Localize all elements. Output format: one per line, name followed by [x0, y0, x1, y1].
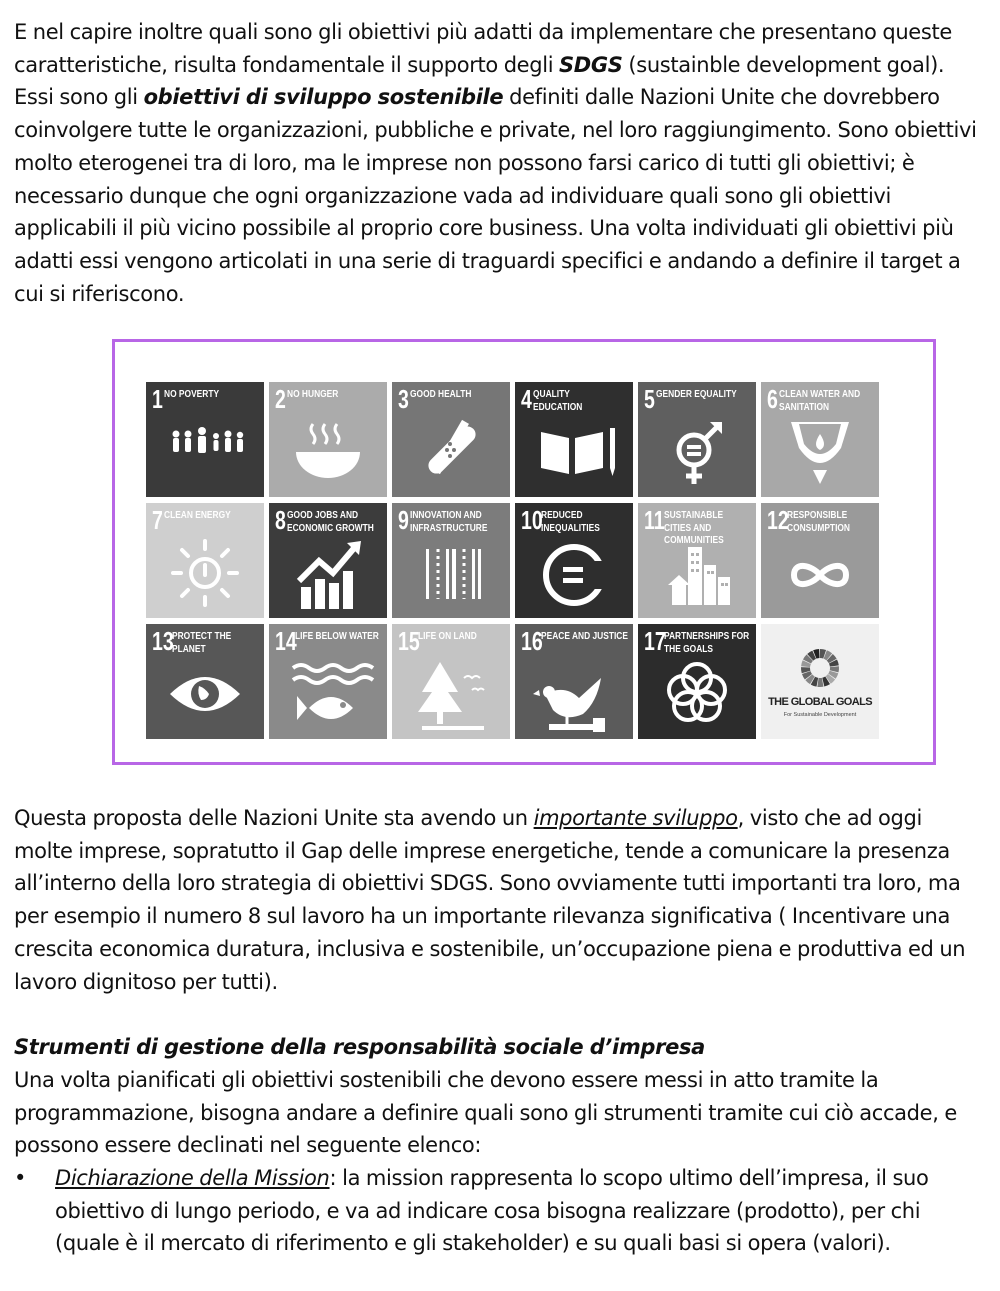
- sdg-label: PROTECT THE PLANET: [172, 630, 232, 655]
- underlined-phrase: importante sviluppo: [533, 806, 738, 830]
- text-run: definiti dalle Nazioni Unite che dovrebbero coinvolgere tutte le organizzazioni, pubbliche e private, nel loro raggiungimento. Sono obiettivi molto eterogenei tra di loro, ma le imprese non possono farsi carico di tutti gli obiettivi; è necessario dunque che ogni organizzazione vada ad individuare quali sono gli obiettivi applicabili il più vicino possibile al proprio core business. Una volta individuati gli obiettivi più adatti essi vengono articolati in una serie di traguardi specifici e andando a definire il target a cui si riferiscono.: [14, 85, 977, 306]
- sdgs-definition-term: obiettivi di sviluppo sostenibile: [143, 85, 504, 110]
- sdg-label: CLEAN ENERGY: [164, 509, 231, 521]
- sdg-tile-12: [761, 503, 879, 618]
- sdg-tile-7: [146, 503, 264, 618]
- text-run: E nel capire inoltre quali sono gli obiettivi più adatti da implementare che presentano queste caratteristiche, risulta fondamentale il supporto degli: [14, 20, 952, 77]
- sdg-number: 17: [644, 626, 666, 656]
- text-run: , visto che ad oggi molte imprese, sopratutto il Gap delle imprese energetiche, tende a comunicare la presenza all’interno della loro strategia di obiettivi SDGS. Sono ovviamente tutti importanti tra loro, ma per esempio il numero 8 sul lavoro ha un importante rilevanza significativa ( Incentivare una crescita economica duratura, inclusiva e sostenibile, un’occupazione piena e produttiva ed un lavoro dignitoso per tutti).: [14, 806, 966, 994]
- dove-icon: [515, 654, 633, 739]
- sdg-label: GENDER EQUALITY: [656, 388, 737, 400]
- sdg-label: INNOVATION AND INFRASTRUCTURE: [410, 509, 488, 534]
- growth-chart-icon: [269, 533, 387, 618]
- logo-title: THE GLOBAL GOALS: [768, 696, 872, 708]
- third-paragraph: Una volta pianificati gli obiettivi sostenibili che devono essere messi in atto tramite la programmazione, bisogna andare a definire quali sono gli strumenti tramite cui ciò accade, e possono essere declinati nel seguente elenco:: [14, 1068, 957, 1158]
- sdg-number: 15: [398, 626, 420, 656]
- sdg-label: PEACE AND JUSTICE: [541, 630, 628, 642]
- city-icon: [638, 533, 756, 618]
- sdg-number: 14: [275, 626, 297, 656]
- sdg-label: RESPONSIBLE CONSUMPTION: [787, 509, 850, 534]
- sdg-label: GOOD JOBS AND ECONOMIC GROWTH: [287, 509, 374, 534]
- sdg-label: CLEAN WATER AND SANITATION: [779, 388, 861, 413]
- global-goals-logo: [761, 624, 879, 739]
- section-heading: Strumenti di gestione della responsabilità sociale d’impresa: [14, 1035, 705, 1059]
- book-icon: [515, 412, 633, 497]
- fish-icon: [269, 654, 387, 739]
- sdg-number: 11: [644, 505, 665, 535]
- health-icon: [392, 412, 510, 497]
- rings-icon: [638, 654, 756, 739]
- sdg-tile-15: [392, 624, 510, 739]
- infrastructure-icon: [392, 533, 510, 618]
- sdg-label: LIFE BELOW WATER: [295, 630, 379, 642]
- sdg-label: LIFE ON LAND: [418, 630, 477, 642]
- sdg-number: 10: [521, 505, 543, 535]
- tree-icon: [392, 654, 510, 739]
- list-item-term: Dichiarazione della Mission: [55, 1166, 330, 1190]
- sdg-label: SUSTAINABLE CITIES AND COMMUNITIES: [664, 509, 724, 546]
- tools-list: [14, 1162, 986, 1260]
- sdg-number: 13: [152, 626, 174, 656]
- sdg-number: 7: [152, 505, 163, 535]
- global-goals-wheel-icon: [761, 646, 879, 731]
- sdg-label: PARTNERSHIPS FOR THE GOALS: [664, 630, 750, 655]
- sdg-number: 9: [398, 505, 409, 535]
- sdg-tile-9: [392, 503, 510, 618]
- sdg-number: 5: [644, 384, 655, 414]
- sun-power-icon: [146, 533, 264, 618]
- equal-icon: [515, 533, 633, 618]
- sdg-tile-13: [146, 624, 264, 739]
- sdg-number: 12: [767, 505, 789, 535]
- sdg-grid: [146, 382, 879, 739]
- list-item: [14, 1162, 986, 1260]
- logo-subtitle: For Sustainable Development: [783, 712, 857, 718]
- sdg-tile-14: [269, 624, 387, 739]
- text-run: (sustainble development goal). Essi sono gli: [14, 52, 945, 110]
- second-paragraph: [14, 802, 986, 998]
- sdg-tile-2: [269, 382, 387, 497]
- sdg-tile-1: [146, 382, 264, 497]
- sdg-number: 16: [521, 626, 543, 656]
- sdg-tile-10: [515, 503, 633, 618]
- sdg-number: 4: [521, 384, 532, 414]
- gender-icon: [638, 412, 756, 497]
- sdg-number: 8: [275, 505, 286, 535]
- sdg-number: 2: [275, 384, 286, 414]
- sdg-label: GOOD HEALTH: [410, 388, 472, 400]
- sdg-tile-8: [269, 503, 387, 618]
- sdg-tile-6: [761, 382, 879, 497]
- eye-earth-icon: [146, 654, 264, 739]
- sdg-tile-16: [515, 624, 633, 739]
- family-icon: [146, 412, 264, 497]
- sdg-number: 1: [152, 384, 163, 414]
- sdg-number: 3: [398, 384, 409, 414]
- infinity-icon: [761, 533, 879, 618]
- sdg-figure: [112, 339, 936, 765]
- water-icon: [761, 412, 879, 497]
- sdg-number: 6: [767, 384, 778, 414]
- bowl-icon: [269, 412, 387, 497]
- intro-paragraph: [14, 16, 986, 310]
- sdg-label: NO HUNGER: [287, 388, 339, 400]
- sdg-tile-3: [392, 382, 510, 497]
- bullet-icon: •: [14, 1166, 27, 1190]
- sdg-label: REDUCED INEQUALITIES: [541, 509, 600, 534]
- sdg-tile-4: [515, 382, 633, 497]
- sdg-tile-11: [638, 503, 756, 618]
- sdgs-term: SDGS: [559, 52, 623, 77]
- list-item-text: : la mission rappresenta lo scopo ultimo dell’impresa, il suo obiettivo di lungo periodo, e va ad indicare cosa bisogna realizzare (prodotto), per chi (quale è il mercato di riferimento e gli stakeholder) e su quali basi si opera (valori).: [55, 1166, 929, 1256]
- sdg-label: QUALITY EDUCATION: [533, 388, 583, 413]
- text-run: Questa proposta delle Nazioni Unite sta avendo un: [14, 806, 534, 830]
- sdg-tile-17: [638, 624, 756, 739]
- sdg-label: NO POVERTY: [164, 388, 220, 400]
- sdg-tile-5: [638, 382, 756, 497]
